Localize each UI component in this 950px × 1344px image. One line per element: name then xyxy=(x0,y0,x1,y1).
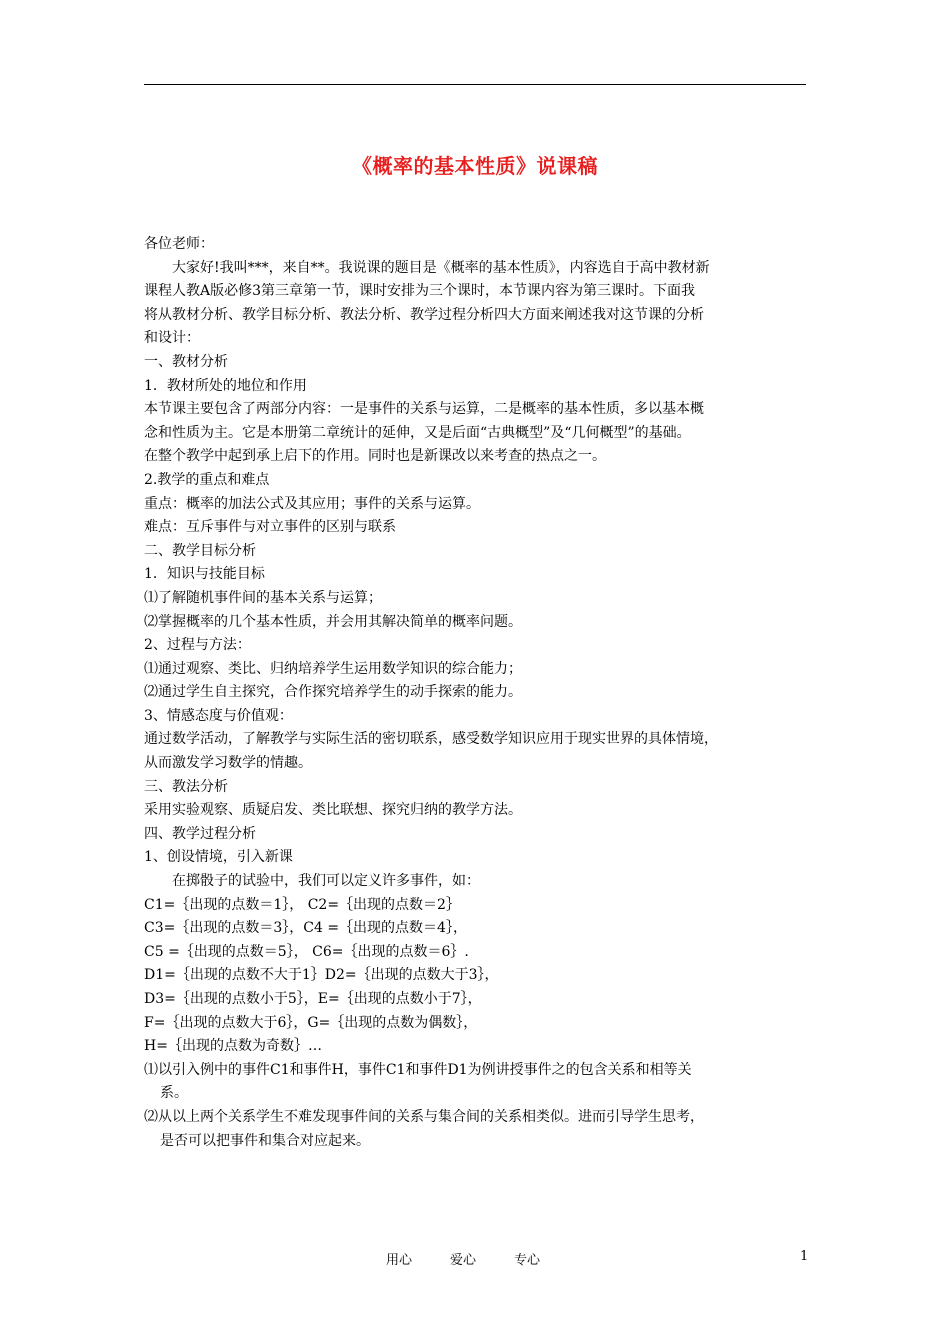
document-body xyxy=(144,233,809,1153)
paragraph-line: 各位老师： xyxy=(144,236,214,252)
event-definition: D3=｛出现的点数小于5｝，E=｛出现的点数小于7｝， xyxy=(144,991,482,1007)
paragraph-line: 通过数学活动，了解教学与实际生活的密切联系，感受数学知识应用于现实世界的具体情境， xyxy=(144,731,718,748)
footer-item: 专心 xyxy=(514,1253,541,1268)
event-definition: C3=｛出现的点数＝3｝，C4 =｛出现的点数＝4｝， xyxy=(144,920,467,937)
section-heading: 一、教材分析 xyxy=(144,353,228,370)
list-item: ⑵从以上两个关系学生不难发现事件间的关系与集合间的关系相类似。进而引导学生思考， xyxy=(144,1108,704,1125)
paragraph-line: 在掷骰子的试验中，我们可以定义许多事件，如： xyxy=(172,873,480,890)
list-item: ⑴以引入例中的事件C1和事件H，事件C1和事件D1为例讲授事件之的包含关系和相等关 xyxy=(144,1061,692,1078)
list-item-continuation: 系。 xyxy=(160,1085,188,1102)
section-heading: 四、教学过程分析 xyxy=(144,825,256,842)
subsection-heading: 3、情感态度与价值观： xyxy=(144,707,293,724)
list-item: ⑴通过观察、类比、归纳培养学生运用数学知识的综合能力； xyxy=(144,660,522,677)
list-item: ⑴了解随机事件间的基本关系与运算； xyxy=(144,589,382,606)
event-definition: C5 =｛出现的点数＝5｝， C6=｛出现的点数＝6｝. xyxy=(144,943,469,960)
paragraph-line: 和设计： xyxy=(144,330,200,347)
list-item: ⑵掌握概率的几个基本性质，并会用其解决简单的概率问题。 xyxy=(144,613,522,630)
event-definition: F=｛出现的点数大于6｝，G=｛出现的点数为偶数｝， xyxy=(144,1014,478,1031)
paragraph-line: 重点：概率的加法公式及其应用；事件的关系与运算。 xyxy=(144,495,480,512)
paragraph-line: 将从教材分析、教学目标分析、教法分析、教学过程分析四大方面来阐述我对这节课的分析 xyxy=(144,306,704,323)
footer-item: 爱心 xyxy=(450,1253,477,1268)
subsection-heading: 1．知识与技能目标 xyxy=(144,566,265,583)
event-definition: D1=｛出现的点数不大于1｝D2=｛出现的点数大于3｝， xyxy=(144,967,499,984)
document-title: 《概率的基本性质》说课稿 xyxy=(352,154,598,178)
list-item: ⑵通过学生自主探究，合作探究培养学生的动手探索的能力。 xyxy=(144,684,522,701)
paragraph-line: 念和性质为主。它是本册第二章统计的延伸，又是后面“古典概型”及“几何概型”的基础。 xyxy=(144,424,691,441)
page-number: 1 xyxy=(800,1249,809,1264)
paragraph-line: 大家好!我叫***，来自**。我说课的题目是《概率的基本性质》，内容选自于高中教材新 xyxy=(172,259,710,276)
subsection-heading: 1．教材所处的地位和作用 xyxy=(144,377,307,394)
section-heading: 三、教法分析 xyxy=(144,778,228,795)
event-definition: H=｛出现的点数为奇数｝… xyxy=(144,1038,322,1055)
paragraph-line: 难点：互斥事件与对立事件的区别与联系 xyxy=(144,519,396,536)
list-item-continuation: 是否可以把事件和集合对应起来。 xyxy=(160,1132,370,1149)
paragraph-line: 在整个教学中起到承上启下的作用。同时也是新课改以来考查的热点之一。 xyxy=(144,448,606,465)
subsection-heading: 2、过程与方法： xyxy=(144,637,251,654)
footer-item: 用心 xyxy=(386,1253,413,1268)
paragraph-line: 从而激发学习数学的情趣。 xyxy=(144,755,312,772)
section-heading: 二、教学目标分析 xyxy=(144,542,256,559)
paragraph-line: 本节课主要包含了两部分内容：一是事件的关系与运算，二是概率的基本性质，多以基本概 xyxy=(144,401,704,418)
subsection-heading: 2.教学的重点和难点 xyxy=(144,471,270,488)
subsection-heading: 1、创设情境，引入新课 xyxy=(144,849,293,866)
paragraph-line: 课程人教A版必修3第三章第一节，课时安排为三个课时，本节课内容为第三课时。下面我 xyxy=(144,283,696,300)
paragraph-line: 采用实验观察、质疑启发、类比联想、探究归纳的教学方法。 xyxy=(144,802,522,819)
event-definition: C1=｛出现的点数＝1｝， C2=｛出现的点数＝2｝ xyxy=(144,896,460,913)
header-rule xyxy=(144,84,806,85)
footer-slogan xyxy=(386,1249,578,1268)
